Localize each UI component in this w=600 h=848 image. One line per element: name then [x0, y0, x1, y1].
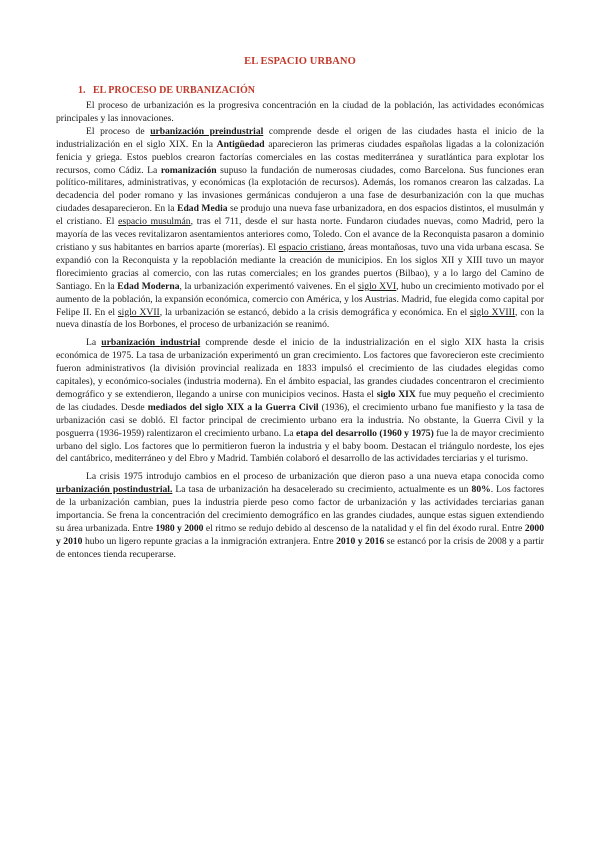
text-run: , la urbanización experimentó vaivenes. En el [179, 280, 358, 292]
emphasis-run: urbanización preindustrial [150, 125, 264, 137]
emphasis-run: siglo XIX [376, 388, 416, 400]
text-run: , áreas montañosas, tuvo una vida urbana escasa. Se expandió con la Reconquista y la repoblación mediante la creación de municipios. En los siglos XII y XIII tuvo un mayor florecimiento gracias al comercio, con las rutas comerciales; en los grandes puertos (Bilbao), y a lo largo del Camino de Santiago. En la [56, 241, 544, 292]
emphasis-run: etapa del desarrollo (1960 y 1975) [296, 427, 434, 439]
emphasis-run: espacio musulmán [118, 216, 191, 228]
text-run: , tras el 711, desde el sur hasta norte. Fundaron ciudades nuevas, como Madrid, pero la mayoría de las veces revitalizaron asentamientos anteriores como, Toledo. Con el avance de la Reconquista pasaron a dominio cristiano y sus habitantes en barrios aparte (morerías). El [56, 216, 545, 253]
text-run: fue muy pequeño el crecimiento de las ciudades. Desde [56, 388, 544, 413]
text-run: comprende desde el origen de las ciudades hasta el inicio de la industrialización en el siglo XIX. En la [56, 125, 544, 150]
text-run: supuso la fundación de numerosas ciudades, como Barcelona. Sus funciones eran político-militares, administrativas, y económicas (la explotación de recursos). Además, los romanos crearon las calzadas. La decadencia del poder romano y las invasiones germánicas condujeron a una fase de desurbanización con la que muchas ciudades desaparecieron. En la [56, 164, 545, 215]
text-run: se produjo una nueva fase urbanizadora, en dos espacios distintos, el musulmán y el cristiano. El [56, 203, 544, 228]
text-run: La [86, 337, 102, 349]
emphasis-run: Antigüedad [216, 138, 265, 150]
text-run: , con la nueva dinastía de los Borbones, el proceso de urbanización se reanimó. [56, 306, 544, 331]
text-run: El proceso de urbanización es la progresiva concentración en la ciudad de la población, las actividades económicas principales y las innovaciones. [56, 100, 544, 124]
text-run: el ritmo se redujo debido al descenso de la natalidad y el fin del éxodo rural. Entre [203, 523, 525, 534]
emphasis-run: siglo XVII [117, 306, 160, 318]
paragraph-intro [56, 100, 544, 126]
text-run: se estancó por la crisis de 2008 y a partir de entonces tienda recuperarse. [56, 535, 544, 560]
text-run: (1936), el crecimiento urbano fue manifiesto y la tasa de urbanización casi se dobló. El factor principal de crecimiento urbano era la industria. No obstante, la Guerra Civil y la posguerra (1936-1959) ralentizaron el crecimiento urbano. La [56, 401, 544, 439]
emphasis-run: Edad Moderna [117, 280, 180, 292]
emphasis-run: 1980 y 2000 [155, 523, 204, 534]
text-run: La tasa de urbanización ha desacelerado su crecimiento, actualmente es un [172, 484, 472, 496]
section-heading [78, 85, 255, 96]
emphasis-run: mediados del siglo XIX a la Guerra Civil [147, 401, 319, 413]
text-run: aparecieron las primeras ciudades españolas ligadas a la colonización fenicia y griega. Estos pueblos crearon factorías comerciales en las costas mediterránea y suratlántica para explotar los recursos, como Cádiz. La [56, 138, 544, 176]
section-number: 1. [78, 85, 86, 96]
emphasis-run: 2000 y 2010 [56, 523, 544, 547]
emphasis-run: 80% [471, 484, 491, 496]
text-run: , hubo un crecimiento motivado por el aumento de la población, la expansión económica, comercio con América, y los Austrias. Madrid, fue elegida como capital por Felipe II. En el [56, 280, 544, 318]
emphasis-run: siglo XVIII [470, 306, 516, 318]
emphasis-run: Edad Media [177, 203, 228, 215]
paragraph-industrial [56, 337, 544, 466]
document-title: EL ESPACIO URBANO [244, 56, 356, 67]
text-run: comprende desde el inicio de la industrialización en el siglo XIX hasta la crisis económica de 1975. La tasa de urbanización experimentó un gran crecimiento. Los factores que favorecieron este crecimiento fueron administrativos (la división provincial realizada en 1833 impulsó el crecimiento de las ciudades elegidas como capitales), y económico-sociales (industria moderna). En el ámbito espacial, las grandes ciudades concentraron el crecimiento demográfico y se extendieron, llegando a unirse con municipios vecinos. Hasta el [56, 337, 544, 400]
emphasis-run: romanización [160, 164, 217, 176]
text-run: El proceso de [86, 125, 151, 137]
emphasis-run: urbanización postindustrial. [56, 484, 173, 496]
text-run: , la urbanización se estancó, debido a la crisis demográfica y económica. En el [159, 306, 471, 318]
emphasis-run: siglo XVI [357, 280, 397, 292]
text-run: fue la de mayor crecimiento urbano del siglo. Los factores que lo permitieron fueron la industria y el baby boom. Destacan el triángulo nordeste, los ejes del cantábrico, mediterráneo y del Ebro y Madrid. También colaboró el desarrollo de las actividades terciarias y el turismo. [56, 427, 544, 465]
paragraph-preindustrial [56, 126, 544, 333]
emphasis-run: espacio cristiano [278, 241, 344, 253]
text-run: . Los factores de la urbanización cambian, pues la industria pierde peso como factor de urbanización y las actividades terciarias ganan importancia. Se frena la concentración del crecimiento demográfico en las grandes ciudades, aunque estas siguen extendiendo su área urbanizada. Entre [56, 484, 545, 534]
emphasis-run: 2010 y 2016 [336, 535, 385, 547]
document-body [56, 100, 544, 562]
paragraph-postindustrial [56, 471, 544, 561]
text-run: hubo un ligero repunte gracias a la inmigración extranjera. Entre [82, 535, 337, 547]
emphasis-run: urbanización industrial [101, 337, 201, 349]
text-run: La crisis 1975 introdujo cambios en el proceso de urbanización que dieron paso a una nueva etapa conocida como [86, 471, 544, 483]
section-title: EL PROCESO DE URBANIZACIÓN [93, 85, 255, 96]
